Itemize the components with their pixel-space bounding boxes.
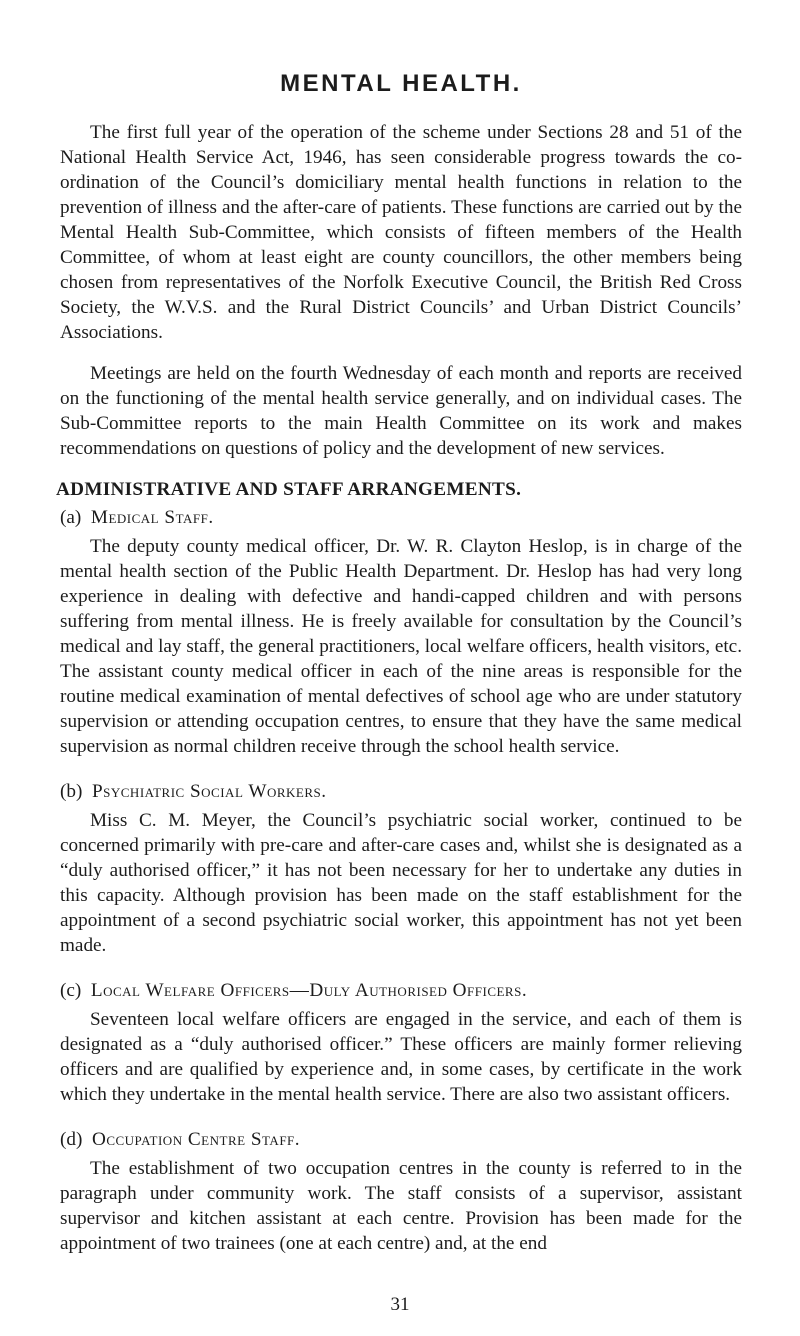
subsection-c [60, 978, 742, 1107]
subsection-a [60, 505, 742, 759]
subsection-b [60, 779, 742, 958]
subsection-heading [60, 505, 742, 530]
subsection-paragraph: The deputy county medical officer, Dr. W. R. Clayton Heslop, is in charge of the mental health section of the Public Health Department. Dr. Heslop has had very long experience in dealing with defective and handi-capped children and with persons suffering from mental illness. He is freely available for consultation by the Council’s medical and lay staff, the general practitioners, local welfare officers, health visitors, etc. The assistant county medical officer in each of the nine areas is responsible for the routine medical examination of mental defectives of school age who are under statutory supervision or attending occupation centres, to ensure that they have the same medical supervision as normal children receive through the school health service. [60, 536, 742, 757]
subsection-paragraph: The establishment of two occupation centres in the county is referred to in the paragraph under community work. The staff consists of a supervisor, assistant supervisor and kitchen assistant at each centre. Provision has been made for the appointment of two trainees (one at each centre) and, at the end [60, 1158, 742, 1254]
subsection-heading [60, 978, 742, 1003]
subsection-label: (b) [60, 781, 83, 802]
subsection-title: Local Welfare Officers—Duly Authorised Officers. [90, 980, 528, 1001]
subsection-label: (d) [60, 1129, 83, 1150]
page-number: 31 [390, 1294, 410, 1315]
subsection-title: Medical Staff. [90, 507, 214, 528]
page-title: MENTAL HEALTH. [280, 70, 522, 97]
subsection-label: (a) [60, 507, 82, 528]
intro-paragraph-2: Meetings are held on the fourth Wednesday of each month and reports are received on the functioning of the mental health service generally, and on individual cases. The Sub-Committee reports to the main Health Committee on its work and makes recommendations on questions of policy and the development of new services. [60, 363, 742, 459]
subsection-title: Occupation Centre Staff. [91, 1129, 301, 1150]
subsection-d [60, 1127, 742, 1256]
subsection-title: Psychiatric Social Workers. [91, 781, 327, 802]
document-page [56, 70, 742, 1256]
section-heading: ADMINISTRATIVE AND STAFF ARRANGEMENTS. [56, 479, 522, 500]
subsection-paragraph: Miss C. M. Meyer, the Council’s psychiatric social worker, continued to be concerned primarily with pre-care and after-care cases and, whilst she is designated as a “duly authorised officer,” it has not been necessary for her to undertake any duties in this capacity. Although provision has been made on the staff establishment for the appointment of a second psychiatric social worker, this appointment has not yet been made. [60, 810, 742, 956]
subsection-heading [60, 1127, 742, 1152]
subsection-heading [60, 779, 742, 804]
intro-paragraph-1: The first full year of the operation of the scheme under Sections 28 and 51 of the National Health Service Act, 1946, has seen considerable progress towards the co-ordination of the Council’s domiciliary mental health functions in relation to the prevention of illness and the after-care of patients. These functions are carried out by the Mental Health Sub-Committee, which consists of fifteen members of the Health Committee, of whom at least eight are county councillors, the other members being chosen from representatives of the Norfolk Executive Council, the British Red Cross Society, the W.V.S. and the Rural District Councils’ and Urban District Councils’ Associations. [60, 122, 742, 343]
subsection-label: (c) [60, 980, 82, 1001]
subsection-paragraph: Seventeen local welfare officers are engaged in the service, and each of them is designated as a “duly authorised officer.” These officers are mainly former relieving officers and are qualified by experience and, in some cases, by certificate in the work which they undertake in the mental health service. There are also two assistant officers. [60, 1009, 742, 1105]
